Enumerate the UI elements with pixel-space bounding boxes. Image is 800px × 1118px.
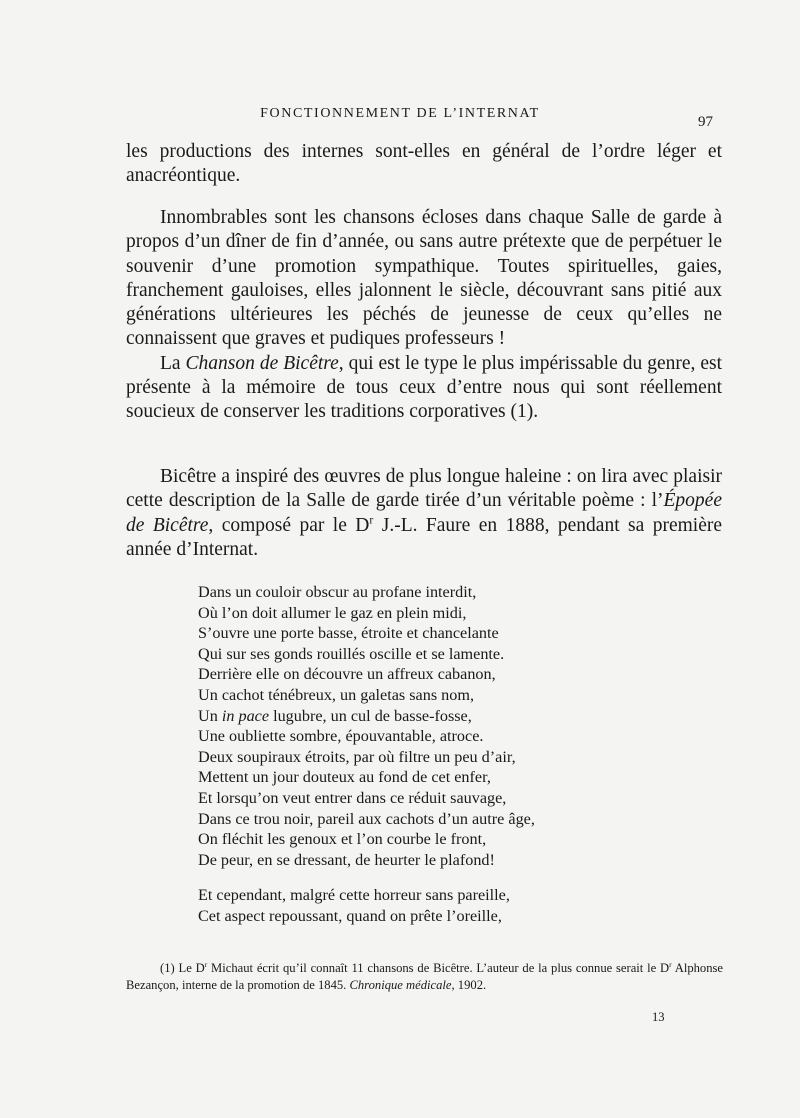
poem-excerpt — [198, 582, 648, 927]
italic-title: Épopée de Bicêtre — [126, 490, 722, 536]
verse-line — [198, 706, 648, 727]
verse-line: Une oubliette sombre, épouvantable, atroce. — [198, 727, 484, 746]
paragraph-continuation — [126, 140, 722, 189]
verse-line: Un cachot ténébreux, un galetas sans nom, — [198, 685, 475, 704]
italic-source: Chronique médicale — [349, 978, 452, 992]
verse-line: Derrière elle on découvre un affreux cabanon, — [198, 665, 496, 684]
verse-line: Qui sur ses gonds rouillés oscille et se lamente. — [198, 644, 505, 663]
italic-phrase: in pace — [221, 706, 270, 725]
verse-line: Dans ce trou noir, pareil aux cachots d’un autre âge, — [198, 809, 535, 828]
footnote — [126, 960, 723, 994]
text-span: J.-L. Faure en 1888, pendant sa première année d’Internat. — [126, 514, 723, 560]
paragraph-text — [126, 465, 722, 562]
verse-line: Deux soupiraux étroits, par où filtre un peu d’air, — [198, 747, 516, 766]
text-span: Alphonse Bezançon, interne de la promotion de 1845. — [126, 961, 724, 992]
paragraph-text-span: Innombrables sont les chansons écloses dans chaque Salle de garde à propos d’un dîner de fin d’année, ou sans autre prétexte que de perpétuer le souvenir d’une promotion sympathique. Toutes spirituelles, gaies, franchement gauloises, elles jalonnent le siècle, découvrant sans pitié aux générations ultérieures les péchés de jeunesse de ceux qu’elles ne connaissent que graves et pudiques professeurs ! — [126, 207, 722, 350]
text-span: , composé par le D — [208, 514, 370, 536]
text-span: Michaut écrit qu’il connaît 11 chansons de Bicêtre. L’auteur de la plus connue serait le D — [207, 961, 670, 975]
verse-line: Cet aspect repoussant, quand on prête l’oreille, — [198, 906, 502, 925]
text-span: , qui est le type le plus impérissable du genre, est présente à la mémoire de tous ceux d’entre nous qui sont réellement soucieux de conserver les traditions corporatives (1). — [126, 352, 722, 423]
paragraph-text: les productions des internes sont-elles en général de l’ordre léger et anacréontique. — [126, 141, 722, 187]
text-span: lugubre, un cul de basse-fosse, — [269, 706, 472, 725]
verse-line: Où l’on doit allumer le gaz en plein midi, — [198, 603, 467, 622]
verse-line: Mettent un jour douteux au fond de cet enfer, — [198, 768, 491, 787]
verse-line: Dans un couloir obscur au profane interdit, — [198, 583, 477, 601]
verse-line: On fléchit les genoux et l’on courbe le front, — [198, 830, 487, 849]
stanza-1 — [198, 582, 648, 870]
verse-line: Et lorsqu’on veut entrer dans ce réduit sauvage, — [198, 788, 507, 807]
superscript: r — [204, 959, 208, 969]
text-span: (1) Le D — [160, 961, 205, 975]
footnote-text — [126, 960, 723, 994]
italic-title: Chanson de Bicêtre — [185, 352, 339, 374]
running-title: FONCTIONNEMENT DE L’INTERNAT — [260, 106, 540, 121]
signature-mark: 13 — [652, 1010, 665, 1024]
paragraph-epopee — [126, 465, 722, 562]
verse-line: De peur, en se dressant, de heurter le plafond! — [198, 850, 495, 869]
page-number: 97 — [698, 114, 713, 130]
superscript: r — [369, 513, 374, 527]
paragraph-chanson-bicetre — [126, 352, 722, 425]
text-span: La — [160, 352, 186, 374]
stanza-gap — [198, 870, 648, 885]
stanza-2 — [198, 885, 648, 926]
paragraph-text — [126, 206, 722, 352]
text-span: Un — [198, 706, 222, 725]
superscript: r — [669, 959, 672, 969]
text-span: Bicêtre a inspiré des œuvres de plus longue haleine : on lira avec plaisir cette description de la Salle de garde tirée d’un véritable poème : l’ — [126, 466, 722, 512]
verse-line: Et cependant, malgré cette horreur sans pareille, — [198, 886, 510, 905]
verse-line: S’ouvre une porte basse, étroite et chancelante — [198, 624, 499, 643]
paragraph-chansons — [126, 206, 722, 425]
text-span: , 1902. — [451, 978, 487, 992]
